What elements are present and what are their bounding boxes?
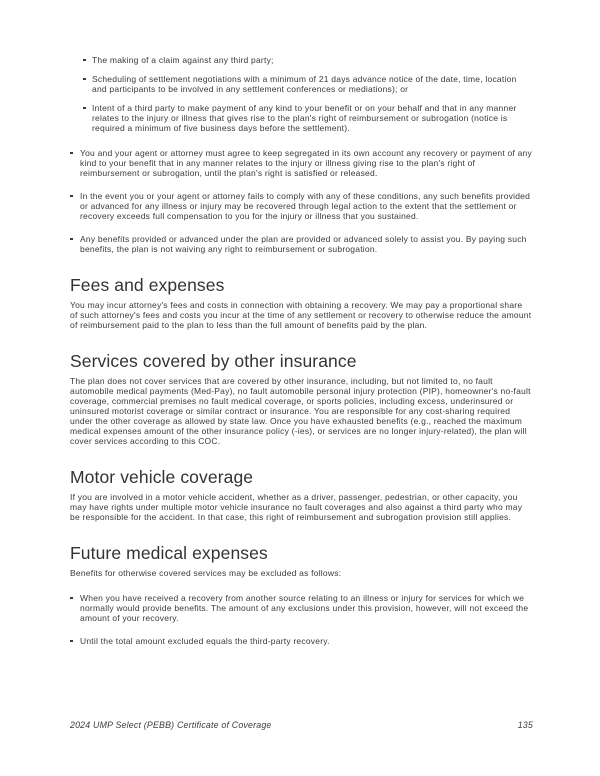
list-item xyxy=(70,191,532,221)
footer-page-number: 135 xyxy=(517,720,533,730)
list-item xyxy=(83,55,532,65)
list-item-text: You and your agent or attorney must agree to keep segregated in its own account any recovery or payment of any kind to your benefit that in any manner relates to the injury or illness giving rise to the plan's right of reimbursement or subrogation, until the plan's right is satisfied or released. xyxy=(80,148,532,178)
section-heading: Motor vehicle coverage xyxy=(70,467,254,487)
section-services-covered-by-other-insurance xyxy=(70,351,532,446)
section-paragraph: Benefits for otherwise covered services may be excluded as follows: xyxy=(70,568,342,578)
list-item-text: When you have received a recovery from another source relating to an illness or injury for services for which we normally would provide benefits. The amount of any exclusions under this provision, however, will not exceed the amount of your recovery. xyxy=(80,593,529,623)
bullet-icon xyxy=(70,636,80,642)
list-item xyxy=(83,103,532,133)
section-heading: Fees and expenses xyxy=(70,275,225,295)
page-footer xyxy=(70,720,533,731)
bullet-icon xyxy=(83,74,92,80)
section-future-medical-expenses xyxy=(70,543,532,646)
list-item-text: Scheduling of settlement negotiations with a minimum of 21 days advance notice of the date, time, location and participants to be involved in any settlement conferences or mediations); or xyxy=(92,74,517,94)
list-item-text: Intent of a third party to make payment of any kind to your benefit or on your behalf and that in any manner relates to the injury or illness that gives rise to the plan's right of reimbursement or subrogation (notice is required a minimum of five business days before the settlement). xyxy=(92,103,517,133)
section-paragraph: You may incur attorney's fees and costs in connection with obtaining a recovery. We may pay a proportional share of such attorney's fees and costs you incur at the time of any settlement or recovery to otherwise reduce the amount of reimbursement paid to the plan to less than the full amount of benefits paid by the plan. xyxy=(70,300,532,330)
list-item xyxy=(70,234,532,254)
bullet-icon xyxy=(70,148,80,154)
list-item xyxy=(70,636,532,646)
section-heading: Services covered by other insurance xyxy=(70,351,357,371)
list-item-text: In the event you or your agent or attorney fails to comply with any of these conditions, any such benefits provided or advanced for any illness or injury may be recovered through legal action to the extent that the settlement or recovery exceeds full compensation to you for the injury or illness that you sustained. xyxy=(80,191,531,221)
footer-document-title: 2024 UMP Select (PEBB) Certificate of Coverage xyxy=(70,720,272,730)
list-item-text: Until the total amount excluded equals the third-party recovery. xyxy=(80,636,330,646)
section-paragraph: If you are involved in a motor vehicle accident, whether as a driver, passenger, pedestrian, or other capacity, you may have rights under multiple motor vehicle insurance no fault coverages and also against a third party who may be responsible for the accident. In that case, this right of reimbursement and subrogation provision still applies. xyxy=(70,492,523,522)
section-motor-vehicle-coverage xyxy=(70,467,532,522)
section-fees-and-expenses xyxy=(70,275,532,330)
section-heading: Future medical expenses xyxy=(70,543,268,563)
list-item-text: The making of a claim against any third party; xyxy=(92,55,274,65)
bullet-icon xyxy=(70,593,80,599)
bullet-icon xyxy=(70,234,80,240)
subrogation-conditions-bullet-list xyxy=(70,148,532,254)
settlement-notice-sub-bullet-list xyxy=(70,55,532,133)
future-medical-expenses-bullet-list xyxy=(70,593,532,646)
list-item-text: Any benefits provided or advanced under the plan are provided or advanced solely to assist you. By paying such benefits, the plan is not waiving any right to reimbursement or subrogation. xyxy=(80,234,527,254)
section-paragraph: The plan does not cover services that are covered by other insurance, including, but not limited to, no fault automobile medical payments (Med-Pay), no fault automobile personal injury protection (PIP), homeowner's no-fault coverage, commercial premises no fault medical coverage, or sports policies, including excess, underinsured or uninsured motorist coverage or similar contract or insurance. You are responsible for any cost-sharing required under the other coverage as allowed by state law. Once you have exhausted benefits (e.g., reached the maximum medical expenses amount of the other insurance policy (-ies), or services are no longer injury-related), the plan will cover services according to this COC. xyxy=(70,376,531,446)
bullet-icon xyxy=(70,191,80,197)
bullet-icon xyxy=(83,55,92,61)
list-item xyxy=(70,148,532,178)
list-item xyxy=(70,593,532,623)
bullet-icon xyxy=(83,103,92,109)
list-item xyxy=(83,74,532,94)
